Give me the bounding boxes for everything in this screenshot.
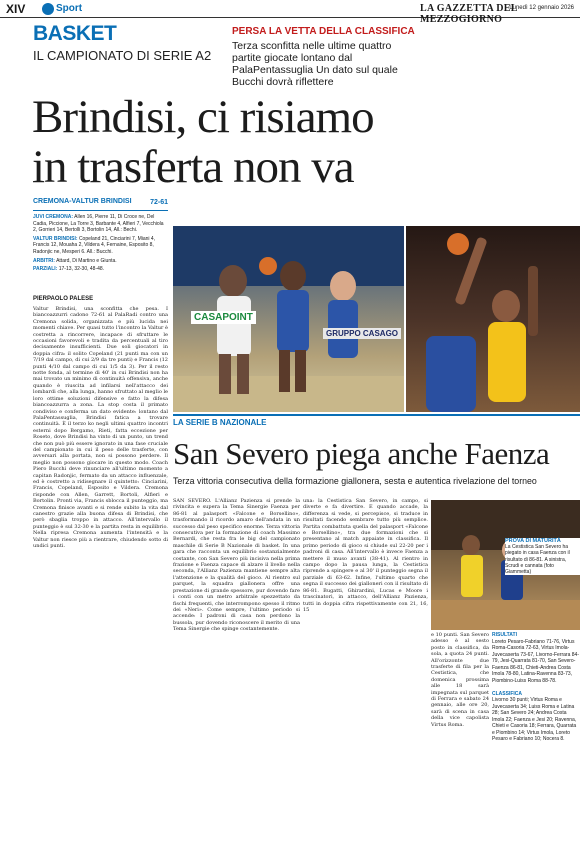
page-number: XIV <box>6 2 26 16</box>
game-photo-side <box>406 226 580 412</box>
score-teams: CREMONA-VALTUR BRINDISI <box>33 198 132 205</box>
box-partials: PARZIALI: 17-13, 32-30, 48-48. <box>33 266 105 273</box>
results-box <box>492 632 580 743</box>
masthead: LA GAZZETTA DEL MEZZOGIORNO <box>420 3 518 25</box>
issue-date: Lunedì 12 gennaio 2026 <box>509 5 574 11</box>
sponsor-banner-1: CASAPOINT <box>191 311 256 324</box>
second-deck: Terza vittoria consecutiva della formazione giallonera, sesta e autentica rivelazione del torneo <box>173 476 537 486</box>
main-headline <box>32 92 422 192</box>
byline: PIERPAOLO PALESE <box>33 296 94 302</box>
standings-text: Livorno 30 punti; Virtus Roma e Juvecaserta 34; Luiss Roma e Latina 28; San Severo 24; Andrea Costa Imola 22; Faenza e Jesi 20; Ravenna, Chieti e Casoria 18; Ferrara, Quarrata e Piombino 14; Virtus Imola, Loreto Pesaro e Fabriano 10; Nocera 8. <box>492 697 577 742</box>
sport-badge-icon <box>42 3 54 15</box>
caption-text: La Cestistica San Severo ha piegato in casa Faenza con il risultato di 86-81. A sinistra, Scrudi e cannata (foto Giammetta) <box>505 544 570 576</box>
main-kicker: PERSA LA VETTA DELLA CLASSIFICA <box>232 26 415 37</box>
section-subtitle: IL CAMPIONATO DI SERIE A2 <box>33 48 212 63</box>
second-headline: San Severo piega anche Faenza <box>173 436 550 471</box>
results-title: RISULTATI <box>492 632 517 638</box>
box-brindisi: VALTUR BRINDISI: Copeland 21, Cinciarini 7, Miani 4, Francis 12, Mouaha 2, Vildera 4, Fernaine, Esposito 8, Radonjic ne, Mesperi 6. All.: Bucchi. <box>33 235 156 255</box>
game-photo-side-drawing <box>406 226 580 412</box>
standings-title: CLASSIFICA <box>492 690 522 697</box>
second-body-col1: SAN SEVERO. L'Allianz Pazienza si prende la rivincita e supera la Tema Sinergie Faenza per 86-81 al palasport «Falcone e Borsellino», trasformando il ricordo amaro dell'andata in un successo dal peso specifico enorme. Terza vittoria consecutiva per la formazione di coach Massimo Bernardi, che resta fra le big del campionato maschile di Serie B Nazionale di basket. In una gara che racconta un equilibrio sostanzialmente costante, con San Severo più incisiva nella prima frazione e Faenza capace di alzare il livello nella seconda, l'Allianz Pazienza mantiene sempre alta l'attenzione e la qualità del gioco. Al rientro sul parquet, la squadra giallonera offre una prestazione di grande spessore, pur dovendo fare i conti con un metro arbitrale spezzettato da fischi frequenti, che interrompono spesso il ritmo dei «Neri». Come sempre, l'ultimo periodo si accende: I padroni di casa non perdono la bussola, pur dovendo riconoscere il merito di una Tema Sinergie che spinge costantemente. <box>173 498 300 633</box>
second-body-col2: una: la Cestistica San Severo, in campo, si diverte e fa divertire. E quando accade, la differenza si vede, si percepisce, si traduce in risultati facendo sembrare tutto più semplice. Partita combattuta quella del palasport «Falcone e Borsellino», tra due formazioni che si presentano al match appaiate in classifica. Il primo periodo di gioco si chiude sul 22-20 per i padroni di casa. All'intervallo è invece Faenza a mettere il muso avanti (38-41). Al rientro in campo dopo la pausa lunga, la Cestistica riprende a spingere e al 30' il punteggio segna il parziale di 63-62. Infine, l'ultimo quarto che segna il successo dei gialloneri con il risultato di 86-81. Bugatti, Ghirardini, Lucas e Moore i trascinatori, in attacco, dell'Allianz Pazienza, tutti in doppia cifra rispettivamente con 21, 16, 15 <box>303 498 428 613</box>
main-body-column: Valtur Brindisi, una sconfitta che pesa. I biancoazzurri cadono 72-61 al PalaRadi contro una Cremona solida, organizzata e più lucida nei momenti chiave. Per quasi tutto l'incontro la Valtur è costretta a rincorrere, incapace di sfruttare le occasioni favorevoli e tradita da percentuali al tiro decisamente insufficienti. Due soli giocatori in doppia cifra: il solito Copeland (21 punti ma con un 7/19 dal campo, di cui 2/9 da tre punti) e Francis (12 punti 4/10 dal campo di cui 1/5 da 3). Per il resto notte fonda, al termine di 40' in cui Brindisi non ha mai trovato un minimo di continuità offensiva, anche quando è riuscita ad infilarsi nell'attacco dei lombardi che, alla lunga, hanno sfruttato al meglio le loro ottime soluzioni difensive e fatto la difesa biancoazzurra a zona. La stop costa il primato condiviso e conferma un dato evidente: lontano dal PalaPentassuglia, Brindisi fatica a trovare continuità. È il terzo ko negli ultimi quattro incontri esterni dopo Bergamo, Rieti, fatta eccezione per Roseto, dove Brindisi ha vinto di un punto, un trend che non può più essere ignorato in una fase cruciale del campionato in cui il peso delle trasferte, con avversari alla portata, non si possono perdere. Il meglio non possono giocare in questo modo. Coach Piero Bucchi deve rinunciare all'ultimo momento a capitan Radonjic, fermato da un attacco influenzale, ed è costretto a ridisegnare il quintetto: Cinciarini, Francis, Copeland, Esposito e Vildera. Cremona risponde con Allen, Garrett, Bortoli, Alfieri e Bortolin. Pronti via, Francis sblocca il punteggio, ma Cremona finisce avanti e si rende subito la vita dal canestro grazie alla buona difesa di Brindisi, che però sbaglia troppo in attacco. All'intervallo il punteggio è sul 32-30 e la partita resta in equilibrio. Nella ripresa Cremona aumenta l'intensità e la Valtur non riesce più a rientrare, chiudendo sotto di undici punti. <box>33 306 168 550</box>
section-title: BASKET <box>33 22 117 45</box>
sponsor-banner-2: GRUPPO CASAGO <box>323 328 401 339</box>
box-cremona: JUVI CREMONA: Allen 16, Pierre 11, Di Croce ne, Del Cadia, Piccione, La Torre 3, Barbante 4, Alfieri 7, Vecchiola 2, Gorrieri 14, Bertolli 3, Bortolin 14, All.: Bechi. <box>33 214 164 234</box>
main-deck: Terza sconfitta nelle ultime quattro partite giocate lontano dal PalaPentassuglia Un dato sul quale Bucchi dovrà riflettere <box>232 40 398 88</box>
page-header <box>0 0 580 25</box>
main-headline-line1: Brindisi, ci risiamo <box>32 91 374 143</box>
serie-b-bar <box>173 414 580 427</box>
box-referees: ARBITRI: Attard, Di Martino e Giunta. <box>33 257 117 264</box>
box-score <box>33 214 168 275</box>
main-headline-line2: in trasferta non va <box>32 141 354 193</box>
caption-title: PROVA DI MATURITÀ <box>505 538 561 544</box>
results-text: Loreto Pesaro-Fabriano 71-76, Virtus Roma-Casoria 72-63, Virtus Imola-Juvecaserta 73-67, Livorno-Ferrara 84-79, Jesi-Quarrata 81-70, San Severo-Faenza 86-81, Chieti-Andrea Costa Imola 78-80, Latina-Ravenna 83-73, Piombino-Luiss Roma 88-78. <box>492 638 579 684</box>
game-photo-main <box>173 226 404 412</box>
score-bar <box>33 198 168 211</box>
photo-caption <box>505 538 580 575</box>
score-value: 72-61 <box>150 199 168 206</box>
sport-label: Sport <box>56 3 83 14</box>
second-body-col3: e 10 punti. San Severo adesso è al sesto posto in classifica, da sola, a quota 24 punti. All'orizzonte due trasferte di fila per la Cestistica, che domenica prossima alle 18 sarà impegnata sul parquet di Ferrara e sabato 24 gennaio, alle ore 20, sarà di scena in casa della vice capolista Virtus Roma. <box>431 632 489 728</box>
serie-b-label: LA SERIE B NAZIONALE <box>173 418 267 427</box>
